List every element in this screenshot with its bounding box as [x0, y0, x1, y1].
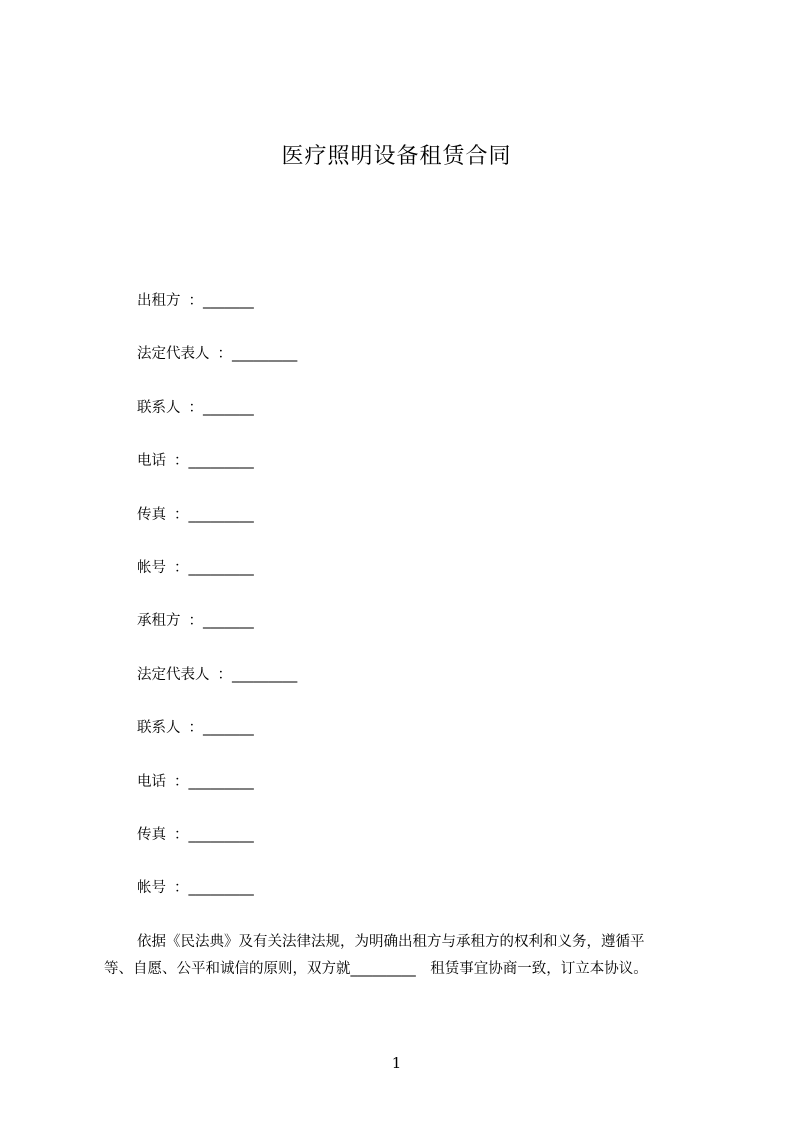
field-blank: ：_______ — [188, 613, 254, 630]
field-blank: ：_________ — [174, 453, 254, 470]
field-lessor-phone — [137, 448, 297, 501]
document-title: 医疗照明设备租赁合同 — [281, 144, 512, 169]
field-lessor — [137, 288, 297, 341]
field-lessor-fax — [137, 502, 297, 555]
field-lessee-fax — [137, 822, 297, 875]
party-fields — [137, 288, 297, 929]
field-blank: ：_________ — [174, 773, 254, 790]
field-label: 出租方 — [137, 293, 181, 309]
field-blank: ：_______ — [188, 399, 254, 416]
field-label: 电话 — [137, 773, 166, 790]
preamble-line-1: 依据《民法典》及有关法律法规，为明确出租方与承租方的权利和义务，遵循平 — [137, 934, 645, 950]
field-blank: ：_______ — [188, 720, 254, 737]
field-label: 法定代表人 — [137, 666, 210, 683]
field-lessee-phone — [137, 769, 297, 822]
field-blank: ：_________ — [174, 559, 254, 576]
field-label: 联系人 — [137, 399, 181, 416]
field-blank: ：_________ — [174, 826, 254, 843]
field-blank: ：_________ — [174, 880, 254, 897]
field-lessor-legal-rep — [137, 341, 297, 394]
field-label: 承租方 — [137, 613, 181, 630]
field-label: 帐号 — [137, 880, 166, 897]
field-lessee-contact — [137, 715, 297, 768]
field-blank: ：_________ — [217, 666, 298, 683]
field-lessee-legal-rep — [137, 662, 297, 715]
field-label: 传真 — [137, 826, 166, 843]
field-label: 电话 — [137, 453, 166, 470]
field-label: 帐号 — [137, 559, 166, 576]
field-blank: ：_______ — [188, 293, 254, 309]
field-blank: ：_________ — [217, 346, 298, 363]
preamble-line-2: 等、自愿、公平和诚信的原则，双方就_________ 租赁事宜协商一致，订立本协议。 — [104, 961, 648, 977]
page-number: 1 — [391, 1054, 402, 1072]
field-lessee — [137, 608, 297, 661]
field-blank: ：_________ — [174, 506, 254, 523]
field-label: 联系人 — [137, 720, 181, 737]
preamble-paragraph — [104, 929, 724, 983]
field-lessee-account — [137, 875, 297, 928]
field-label: 法定代表人 — [137, 346, 210, 363]
field-lessor-account — [137, 555, 297, 608]
field-label: 传真 — [137, 506, 166, 523]
field-lessor-contact — [137, 395, 297, 448]
